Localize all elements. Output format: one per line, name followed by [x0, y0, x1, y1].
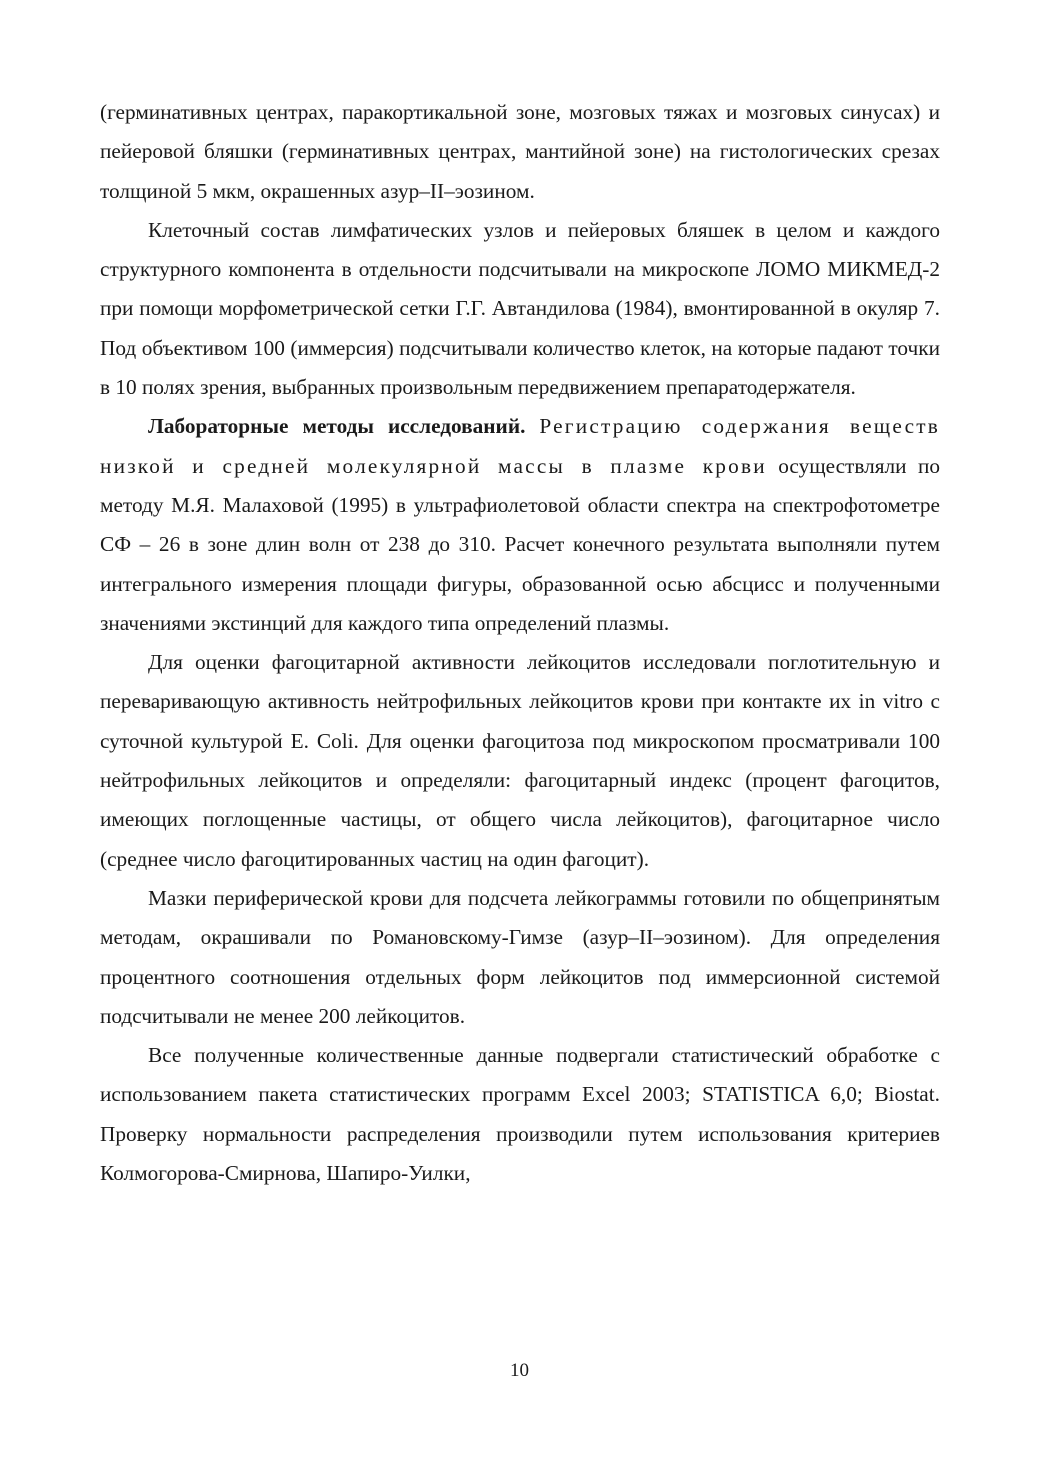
section-heading: Лабораторные методы исследований.	[148, 414, 526, 439]
paragraph-5: Мазки периферической крови для подсчета лейкограммы готовили по общепринятым методам, окрашивали по Романовскому-Гимзе (азур–II–эозином). Для определения процентного соотношения отдельных форм лейкоцитов под иммерсионной системой подсчитывали не менее 200 лейкоцитов.	[100, 885, 940, 1028]
paragraph-2: Клеточный состав лимфатических узлов и пейеровых бляшек в целом и каждого структурного компонента в отдельности подсчитывали на микроскопе ЛОМО МИКМЕД-2 при помощи морфометрической сетки Г.Г. Автандилова (1984), вмонтированной в окуляр 7. Под объективом 100 (иммерсия) подсчитывали количество клеток, на которые падают точки в 10 полях зрения, выбранных произвольным передвижением препаратодержателя.	[100, 217, 940, 400]
document-page	[100, 93, 940, 1193]
paragraph-6: Все полученные количественные данные подвергали статистический обработке с использованием пакета статистических программ Excel 2003; STATISTICA 6,0; Biostat. Проверку нормальности распределения производили путем использования критериев Колмогорова-Смирнова, Шапиро-Уилки,	[100, 1043, 940, 1186]
spaced-text: Регистрацию содержания веществ низкой и средней молекулярной массы в плазме крови	[100, 414, 941, 478]
paragraph-3-rest: осуществляли по методу М.Я. Малаховой (1995) в ультрафиолетовой области спектра на спектрофотометре СФ – 26 в зоне длин волн от 238 до 310. Расчет конечного результата выполняли путем интегрального измерения площади фигуры, образованной осью абсцисс и полученными значениями экстинций для каждого типа определений плазмы.	[100, 453, 941, 635]
paragraph-3	[100, 407, 940, 643]
paragraph-4: Для оценки фагоцитарной активности лейкоцитов исследовали поглотительную и переваривающую активность нейтрофильных лейкоцитов крови при контакте их in vitro с суточной культурой E. Coli. Для оценки фагоцитоза под микроскопом просматривали 100 нейтрофильных лейкоцитов и определяли: фагоцитарный индекс (процент фагоцитов, имеющих поглощенные частицы, от общего числа лейкоцитов), фагоцитарное число (среднее число фагоцитированных частиц на один фагоцит).	[100, 650, 940, 871]
page-number: 10	[510, 1360, 529, 1381]
paragraph-1: (герминативных центрах, паракортикальной зоне, мозговых тяжах и мозговых синусах) и пейеровой бляшки (герминативных центрах, мантийной зоне) на гистологических срезах толщиной 5 мкм, окрашенных азур–II–эозином.	[100, 100, 940, 203]
